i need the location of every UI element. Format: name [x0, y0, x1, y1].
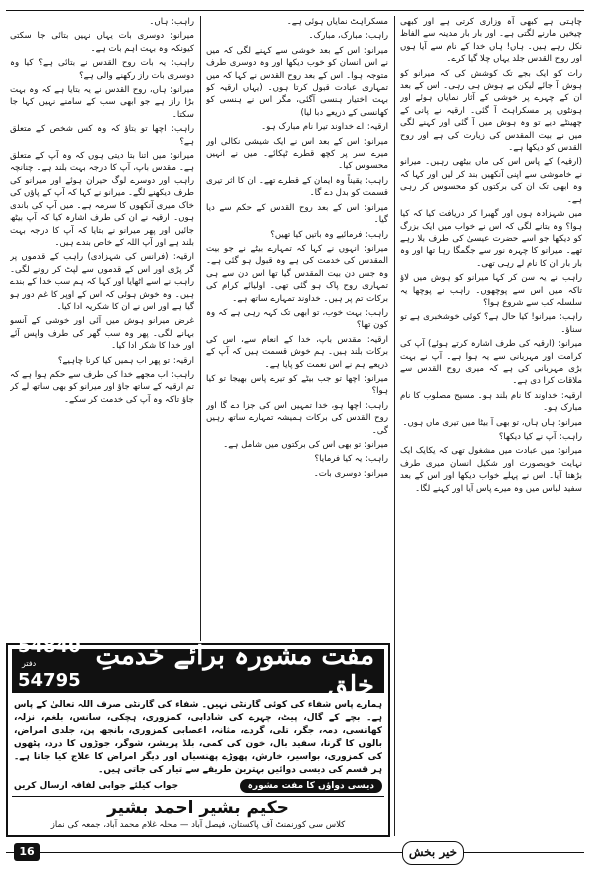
paragraph: ارقیہ: خداوند کا نام بلند ہو۔ مسیح مصلوب کا نام مبارک ہو۔ [400, 390, 582, 414]
paragraph: راہب: اچھا تو بتاؤ کہ وہ کس شخص کے متعلق ہے؟ [10, 124, 194, 147]
phone-number: 54840 [18, 636, 81, 657]
paragraph: میرانو: تو بھی اس کی برکتوں میں شامل ہے۔ [223, 440, 388, 450]
ad-address-detail: محلہ غلام محمد آباد، جمعہ کی نماز [50, 820, 178, 830]
paragraph: راہب: میرانو! کیا حال ہے؟ کوئی خوشخبری ہے تو سناؤ۔ [400, 312, 582, 335]
paragraph: رات کو ایک بجے تک کوشش کی کہ میرانو کو ہوش آ جائے لیکن بے ہوش ہی رہی۔ اس کے بعد ان کے چہرے پر خوشی کے آثار نمایاں ہوئے اور ہونٹوں پر مسکراہٹ آ گئی۔ ارقیہ نے پانی کے چھینٹے دیے تو وہ ہوش میں آ گئی اور کہنے لگی میں نے بیت المقدس کی زیارت کی ہے اور روح القدس کو دیکھا ہے۔ [400, 68, 582, 154]
paragraph: ارقیہ: مقدس باپ، خدا کے انعام سے، اس کی برکات بلند ہیں۔ ہم خوش قسمت ہیں کہ آپ کے ذریعے ہم نے اس نعمت کو پایا ہے۔ [206, 334, 388, 370]
paragraph: راہب: یہ بات روح القدس نے بتائی ہے؟ کیا وہ دوسری بات راز رکھنے والی ہے؟ [10, 58, 194, 81]
ad-advertiser-name: حکیم بشیر احمد بشیر [107, 798, 289, 818]
paragraph: میرانو: اچھا تو جب بیٹے کو تیرے پاس بھیجا تو کیا ہوا؟ [206, 373, 388, 397]
phone-number: 54795 [18, 670, 81, 691]
ad-title: مفت مشورہ برائے خدمتِ خلق [95, 641, 374, 701]
paragraph: (ارقیہ) کے پاس اس کی ماں بیٹھی رہیں۔ میرانو نے خاموشی سے اپنی آنکھیں بند کر لیں اور کہا کہ وہ ابھی تک ان کی برکتوں کو محسوس کر رہی ہے۔ [400, 157, 582, 205]
column-divider [200, 16, 201, 641]
paragraph: میرانو: اس کے بعد روح القدس کے حکم سے دیا گیا۔ [206, 202, 388, 226]
phone-office [18, 637, 95, 671]
paragraph: میرانو: اس کے بعد اس نے ایک شیشی نکالی اور میرے سر پر کچھ قطرے ٹپکائے۔ میں نے انہیں محسوس کیا۔ [206, 136, 388, 172]
paragraph: میرانو: دوسری بات یہاں نہیں بتائی جا سکتی کیونکہ وہ بہت اہم بات ہے۔ [10, 31, 194, 54]
column-right [400, 16, 582, 838]
paragraph: راہب: فرمائیے وہ باتیں کیا تھیں؟ [270, 229, 388, 240]
magazine-logo: خیر بخش [402, 841, 464, 865]
page-footer [6, 843, 584, 863]
phone-label: دفتر [22, 659, 37, 668]
paragraph: میرانو: میں عبادت میں مشغول تھی کہ یکایک ایک نہایت خوبصورت اور شکیل انسان میری طرف بڑھتا آیا۔ اس نے پہلے خواب دیکھا اور اس کے بعد سفید لباس میں وہ میرے پاس آیا اور کہنے لگا۔ [400, 446, 582, 494]
column-divider [394, 16, 395, 836]
ad-address: کلاس سی کورنمنٹ آف پاکستان، فیصل آباد [191, 820, 346, 830]
paragraph: میرانو: دوسری بات۔ [313, 468, 388, 479]
ad-header [12, 636, 384, 702]
column-left [10, 16, 194, 656]
paragraph: راہب: مبارک، مبارک۔ [308, 31, 388, 42]
paragraph: راہب: ہاں۔ [149, 17, 194, 27]
ad-strip [14, 779, 382, 793]
paragraph: غرض میرانو ہوش میں آئی اور خوشی کے آنسو بہانے لگی۔ پھر وہ سب گھر کی طرف واپس آئے اور خدا کا شکر ادا کیا۔ [10, 316, 194, 352]
ad-address-line: کلاس سی کورنمنٹ آف پاکستان، فیصل آباد — محلہ غلام محمد آباد، جمعہ کی نماز [50, 820, 346, 830]
ad-body-text: ہمارے پاس شفاء کی کوئی گارنٹی نہیں۔ شفاء کی گارنٹی صرف اللہ تعالیٰ کے پاس ہے۔ بچے کے گال، پیٹ، چہرے کی شادابی، کمزوری، ہچکی، سانس، بلغم، نزلہ، کھانسی، دمہ، جگر، تلی، گردے، مثانہ، اعصابی کمزوری، بانجھ پن، جلدی امراض، بالوں کا گرنا، سفید بال، خون کی کمی، بلڈ پریشر، شوگر، جوڑوں کا درد، پٹھوں کی کمزوری، بواسیر، خارش، پھوڑے پھنسیاں اور دیگر امراض کا علاج کیا جاتا ہے۔ ہر قسم کی دیسی دوائیں بہترین طریقے سے تیار کی جاتی ہیں۔ [14, 700, 382, 775]
paragraph: ارقیہ: تو پھر اب ہمیں کیا کرنا چاہیے؟ [57, 355, 194, 366]
paragraph: ارقیہ: (فرانس کی شہزادی) راہب کے قدموں پر گر پڑی اور اس کے قدموں سے لپٹ کر رونے لگی۔ راہب نے اسے اٹھایا اور کہا کہ ہم سب خدا کے بندے ہیں۔ وہ خوش ہوئی کہ اس کے اوپر کا غم دور ہو گیا ہے اور اس نے ان کا شکریہ ادا کیا۔ [10, 252, 194, 312]
paragraph: میرانو: اس کے بعد خوشی سے کہنے لگی کہ میں نے اس انسان کو خوب دیکھا اور وہ دوسری طرف متوجہ ہوا۔ اس کے بعد روح القدس نے کہا کہ میں تمہاری عبادت قبول کرتا ہوں۔ (یہاں ارقیہ کو بہت اختیار ہنسی آگئی، مگر اس نے ہنسی کو کھانسی کے ذریعے دبا لیا) [206, 45, 388, 118]
paragraph: میرانو: (ارقیہ کی طرف اشارہ کرتے ہوئے) آپ کی کرامت اور مہربانی سے یہ ہوا ہے۔ آپ نے بہت بڑی مہربانی کی ہے کہ میری روح القدس سے ملاقات کرا دی ہے۔ [400, 339, 582, 387]
paragraph: راہب: بہت خوب، تو ابھی تک کہہ رہی ہے کہ وہ کون تھا؟ [206, 307, 388, 331]
footer-rule [6, 852, 584, 853]
paragraph: ارقیہ: اے خداوند تیرا نام مبارک ہو۔ [261, 122, 388, 133]
ad-free-consult-badge: دیسی دواؤں کا مفت مشورہ [240, 779, 382, 793]
paragraph: میرانو: انہوں نے کہا کہ تمہارے بیٹے نے جو بیت المقدس کی خدمت کی ہے وہ قبول ہو گئی ہے۔ وہ جس دن بیت المقدس گیا تھا اس دن سے ہی تمہاری روح پاک ہو گئی تھی۔ اولیائے کرام کی برکات تم پر ہیں۔ خداوند تمہارے ساتھ ہے۔ [206, 243, 388, 304]
paragraph: راہب: آپ نے کیا دیکھا؟ [498, 432, 582, 442]
paragraph: میں شہزادہ ہوں اور گھبرا کر دریافت کیا کہ کیا ہوا؟ وہ بتانے لگی کہ اس نے خواب میں ایک بزرگ کو دیکھا جو اسے حضرت عیسیٰ کی طرف بلا رہے تھے۔ میرانو کا چہرہ نور سے جگمگا رہا تھا اور وہ بار بار ان کا نام لے رہی تھی۔ [400, 209, 582, 269]
ad-footer [12, 796, 384, 833]
ad-phone-list [12, 637, 95, 705]
paragraph: چاہتی ہے کبھی آہ وزاری کرتی ہے اور کبھی چیخیں مارنے لگتی ہے۔ اور بار بار مدینہ سے الفاظ نکل رہے ہیں۔ ہاں! ہاں خدا کے نام سے آیا ہوں اور روح القدس جلد یہاں چلا گیا کرے۔ [400, 17, 582, 65]
paragraph: راہب: اب مجھے خدا کی طرف سے حکم ہوا ہے کہ تم ارقیہ کے ساتھ جاؤ اور میرانو کو بھی ساتھ لے کر جاؤ تاکہ وہ آپ کی خدمت کر سکے۔ [10, 369, 194, 405]
paragraph: میرانو: ہاں، روح القدس نے یہ بتایا ہے کہ وہ بہت بڑا راز ہے جو ابھی سب کے سامنے نہیں کہا جا سکتا۔ [10, 85, 194, 120]
page-number: 16 [14, 843, 40, 861]
column-middle [206, 16, 388, 656]
paragraph: راہب: اچھا ہو، خدا تمہیں اس کی جزا دے گا اور روح القدس کی برکات ہمیشہ تمہارے ساتھ رہیں گی۔ [206, 400, 388, 436]
paragraph: میرانو: میں اتنا بتا دیتی ہوں کہ وہ آپ کے متعلق ہے۔ مقدس باپ، آپ کا درجہ بہت بلند ہے۔ چنانچہ راہب اور دوسرے لوگ حیران ہوئے اور میرانو کی طرف دیکھنے لگے۔ میرانو نے کہا کہ آپ کے پاؤں کی خاک میری آنکھوں کا سرمہ ہے۔ میں آپ کی باندی ہوں۔ ارقیہ نے ان کی طرف اشارہ کیا کہ آپ بیٹھ جائیں اور پھر میرانو نے بتایا کہ آپ کا درجہ بہت بلند ہے اور آپ اللہ کے خاص بندے ہیں۔ [10, 151, 194, 248]
ad-reply-note: جواب کیلئے جوابی لفافہ ارسال کریں [14, 781, 179, 791]
phone-label: رہائش [22, 693, 46, 702]
paragraph: راہب نے یہ سن کر کہا میرانو کو ہوش میں لاؤ تاکہ میں اس سے پوچھوں۔ راہب نے پوچھا یہ سلسلہ کب سے شروع ہوا؟ [400, 273, 582, 308]
paragraph: مسکراہٹ نمایاں ہوئی ہے۔ [286, 17, 388, 27]
top-rule [6, 10, 584, 11]
paragraph: راہب: یقیناً وہ ایمان کے قطرے تھے۔ ان کا اثر تیری قسمت کو بدل دے گا۔ [206, 175, 388, 199]
paragraph: راہب: یہ کیا فرمایا؟ [314, 454, 388, 465]
advertisement-box [6, 636, 390, 837]
paragraph: میرانو: ہاں ہاں، تو بھی آ بیٹا میں تیری ماں ہوں۔ [402, 417, 582, 428]
